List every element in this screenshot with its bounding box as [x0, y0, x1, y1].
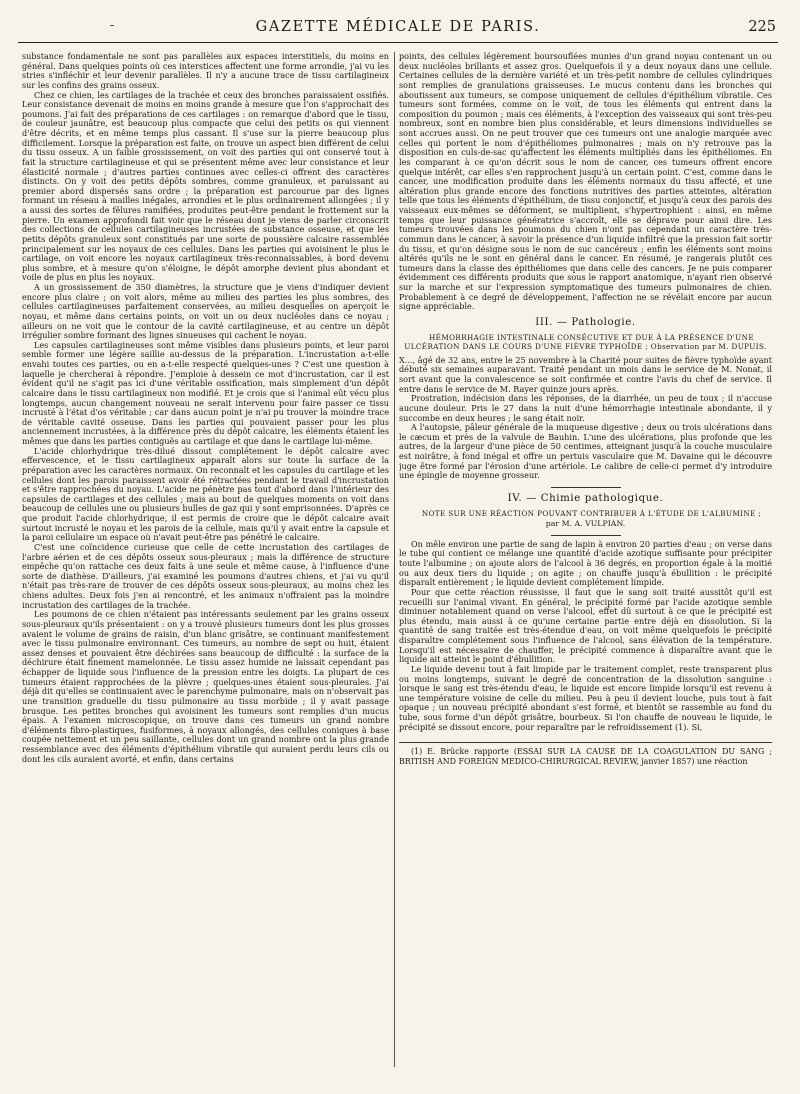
header-mark: -	[110, 18, 115, 32]
paragraph: Les capsules cartilagineuses sont même visibles dans plusieurs points, et leur paroi semble former une légère saillie au-dessus de la préparation. L'incrustation a-t-elle envahi toutes ces parties, ou en a-t-elle respecté quelques-unes ? C'est une question à laquelle je chercherai à répondre. J'emploie à dessein ce mot d'incrustation, car il est évident qu'il ne s'agit pas ici d'une véritable ossification, mais simplement d'un dépôt calcaire dans le tissu cartilagineux non modifié. Et je crois que si l'animal eût vécu plus longtemps, aucun changement nouveau ne serait intervenu pour faire passer ce tissu incrusté à l'état d'os véritable ; car dans aucun point je n'ai pu trouver la moindre trace de véritable cavité osseuse. Dans les parties qui pouvaient passer pour les plus anciennement incrustées, à la différence près du dépôt calcaire, les éléments étaient les mêmes que dans les parties contiguës au cartilage et que dans le cartilage lui-même.	[22, 339, 389, 446]
section-heading-chimie: IV. — Chimie pathologique.	[507, 492, 664, 504]
paragraph: Prostration, indécision dans les réponses, de la diarrhée, un peu de toux ; il n'accuse aucune douleur. Pris le 27 dans la nuit d'une hémorrhagie intestinale abondante, il y succombe en deux heures ; le sang était noir.	[399, 393, 772, 423]
paragraph: On mêle environ une partie de sang de lapin à environ 20 parties d'eau ; on verse dans le tube qui contient ce mélange une quantité d'acide azotique suffisante pour précipiter toute l'albumine ; on ajoute alors de l'alcool à 36 degrés, en proportion égale à la moitié ou aux deux tiers du liquide ; on agite ; on chauffe jusqu'à ébullition : le précipité disparaît entièrement ; le liquide devient complétement limpide.	[399, 538, 772, 588]
section-rule	[551, 487, 621, 488]
paragraph: L'acide chlorhydrique très-dilué dissout complétement le dépôt calcaire avec effervescence, et le tissu cartilagineux apparaît alors sur toute la surface de la préparation avec les caractères normaux. On reconnaît et les capsules du cartilage et les cellules dont les parois paraissent avoir été rétractées pendant le travail d'incrustation et s'être rapprochées du noyau. L'acide ne pénètre pas tout d'abord dans l'intérieur des capsules de cartilages et des cellules ; mais au bout de quelques moments on voit dans beaucoup de cellules une ou plusieurs bulles de gaz qui y sont emprisonnées. D'après ce que produit l'acide chlorhydrique, il est permis de croire que le dépôt calcaire avait surtout incrusté le noyau et les parois de la cellule, mais qu'il y avait entre la capsule et la paroi cellulaire un espace où n'avait peut-être pas pénétré le calcaire.	[22, 445, 389, 543]
page-header	[18, 16, 778, 43]
title-rule	[551, 535, 621, 536]
paragraph: substance fondamentale ne sont pas parallèles aux espaces interstitiels, du moins en général. Dans quelques points où ces interstices affectent une forme arrondie, j'ai vu les stries s'infléchir et leur devenir parallèles. Il n'y a aucune trace de tissu cartilagineux sur les confins des grains osseux.	[22, 52, 389, 90]
paragraph: Chez ce chien, les cartilages de la trachée et ceux des bronches paraissaient ossifiés. Leur consistance devenait de moins en moins grande à mesure que l'on s'approchait des poumons. J'ai fait des préparations de ces cartilages : on remarque d'abord que le tissu, de couleur jaunâtre, est beaucoup plus compacte que celui des petits os qui viennent d'être décrits, et en même temps plus cassant. Il s'use sur la pierre beaucoup plus difficilement. Lorsque la préparation est faite, on trouve un aspect bien différent de celui du tissu osseux. A un faible grossissement, on voit des parties qui ont conservé tout à fait la structure cartilagineuse et qui se présentent même avec leur consistance et leur élasticité normale ; d'autres parties continues avec celles-ci offrent des caractères distincts. On y voit des petits dépôts sombres, comme granuleux, et paraissant au premier abord dispersés sans ordre ; la préparation est parcourue par des lignes formant un réseau à mailles inégales, arrondies et le plus ordinairement allongées ; il y a aussi des sortes de fêlures ramifiées, produites peut-être pendant le frottement sur la pierre. Un examen approfondi fait voir que le réseau dont je viens de parler circonscrit des collections de cellules cartilagineuses incrustées de substance osseuse, et que les petits dépôts granuleux sont constitués par une sorte de poussière calcaire rassemblée principalement sur les noyaux de ces cellules. Dans les parties qui avoisinent le plus le cartilage, on voit encore les noyaux cartilagineux très-reconnaissables, à bord devenu plus sombre, et à mesure qu'on s'éloigne, le dépôt amorphe devient plus abondant et voile de plus en plus les noyaux.	[22, 89, 389, 283]
paragraph: points, des cellules légèrement boursouflées munies d'un grand noyau contenant un ou deux nucléoles brillants et assez gros. Quelquefois il y a deux noyaux dans une cellule. Certaines cellules de la dernière variété et un très-petit nombre de cellules cylindriques sont remplies de granulations graisseuses. Le mucus contenu dans les bronches qui aboutissent aux tumeurs, se compose uniquement de cellules d'épithélium vibratile. Ces tumeurs sont formées, comme on le voit, de tous les éléments qui entrent dans la composition du poumon ; mais ces éléments, à l'exception des vaisseaux qui sont très-peu nombreux, sont en nombre bien plus considérable, et leurs dimensions individuelles se sont accrues aussi. On ne peut trouver que ces tumeurs ont une analogie marquée avec celles qui portent le nom d'épithéliomes pulmonaires ; mais on n'y retrouve pas la disposition en culs-de-sac qu'affectent les éléments multipliés dans les épithéliomes. En les comparant à ce qu'on décrit sous le nom de cancer, ces tumeurs offrent encore quelque intérêt, car elles s'en rapprochent jusqu'à un certain point. C'est, comme dans le cancer, une modification produite dans les éléments normaux du tissu affecté, et une altération plus grande encore des fonctions nutritives des parties atteintes, altération telle que tous les éléments d'épithélium, de tissu conjonctif, et jusqu'à ceux des parois des vaisseaux eux-mêmes se déforment, se multiplient, s'hypertrophient : ainsi, en même temps que leur puissance génératrice s'accroît, elle se déprave pour ainsi dire. Les tumeurs trouvées dans les poumons du chien n'ont pas cependant un caractère très-commun dans le cancer, à savoir la présence d'un liquide infiltré que la pression fait sortir du tissu, et qu'on désigne sous le nom de suc cancéreux ; enfin les éléments sont moins altérés qu'ils ne le sont en général dans le cancer. En résumé, je rangerais plutôt ces tumeurs dans la classe des épithéliomes que dans celle des cancers. Je ne puis comparer évidemment ces différents produits que sous le rapport anatomique, n'ayant rien observé sur la marche et sur l'expression symptomatique des tumeurs pulmonaires de chien. Probablement à ce degré de développement, l'affection ne se révélait encore par aucun signe appréciable.	[399, 52, 772, 312]
footnote: (1) E. Brücke rapporte (ESSAI SUR LA CAUSE DE LA COAGULATION DU SANG ; BRITISH AND FOREIGN MEDICO-CHIRURGICAL REVIEW, janvier 1857) une réaction	[399, 747, 772, 766]
running-title: GAZETTE MÉDICALE DE PARIS.	[255, 19, 541, 35]
paragraph: Pour que cette réaction réussisse, il faut que le sang soit traité aussitôt qu'il est recueilli sur l'animal vivant. En général, le précipité formé par l'acide azotique semble diminuer notablement quand on verse l'alcool, effet dû surtout à ce que le précipité est plus étendu, mais aussi à ce qu'une certaine partie entre déjà en dissolution. Si la quantité de sang traitée est très-étendue d'eau, on voit même quelquefois le précipité disparaître complétement sous l'influence de l'alcool, sans élévation de la température. Lorsqu'il est nécessaire de chauffer, le précipité commence à disparaître avant que le liquide ait atteint le point d'ébullition.	[399, 586, 772, 665]
article-byline: par M. A. VULPIAN.	[545, 519, 626, 529]
left-column	[22, 52, 389, 1067]
article-title-hemorrhagie: HÉMORRHAGIE INTESTINALE CONSÉCUTIVE ET DUE À LA PRÉSENCE D'UNE ULCÉRATION DANS LE COURS D'UNE FIÈVRE TYPHOÏDE ; Observation par M. DUPUIS.	[404, 332, 767, 352]
paragraph: Les poumons de ce chien n'étaient pas intéressants seulement par les grains osseux sous-pleuraux qu'ils présentaient : on y a trouvé plusieurs tumeurs dont les plus grosses avaient le volume de grains de raisin, d'un blanc grisâtre, se continuant manifestement avec le tissu pulmonaire environnant. Ces tumeurs, au nombre de sept ou huit, étaient assez denses et pouvaient être déchirées sans beaucoup de difficulté : la surface de la déchirure était finement mamelonnée. Le tissu assez humide ne laissait cependant pas échapper de liquide sous l'influence de la pression entre les doigts. La plupart de ces tumeurs étaient rapprochées de la plèvre ; quelques-unes étaient sous-pleurales. J'ai déjà dit qu'elles se continuaient avec le parenchyme pulmonaire, mais on n'observait pas une transition graduelle du tissu pulmonaire au tissu morbide ; il y avait passage brusque. Les petites bronches qui avoisinent les tumeurs sont remplies d'un mucus épais. A l'examen microscopique, on trouve dans ces tumeurs un grand nombre d'éléments fibro-plastiques, fusiformes, à noyaux allongés, des cellules coniques à base coupée nettement et un peu saillante, cellules dont un grand nombre ont la plus grande ressemblance avec des éléments d'épithélium vibratile qui auraient perdu leurs cils ou dont les cils auraient avorté, et enfin, dans certains	[22, 609, 389, 764]
paragraph: X..., âgé de 32 ans, entre le 25 novembre à la Charité pour suites de fièvre typhoïde ayant débuté six semaines auparavant. Traité pendant un mois dans le service de M. Nonat, il sort avant que la convalescence se soit confirmée et contre l'avis du chef de service. Il entre dans le service de M. Rayer quinze jours après.	[399, 354, 772, 394]
section-heading-pathologie: III. — Pathologie.	[535, 316, 636, 328]
footnote-rule	[399, 742, 772, 743]
paragraph: A l'autopsie, pâleur générale de la muqueuse digestive ; deux ou trois ulcérations dans le cæcum et près de la valvule de Bauhin. L'une des ulcérations, plus profonde que les autres, de la largeur d'une pièce de 50 centimes, atteignant jusqu'à la couche musculaire est noirâtre, à fond inégal et offre un pertuis vasculaire que M. Davaine qui le découvre juge être formé par l'érosion d'une artériole. Le calibre de celle-ci permet d'y introduire une épingle de moyenne grosseur.	[399, 422, 772, 481]
right-column	[399, 52, 772, 1067]
paragraph: Le liquide devenu tout à fait limpide par le traitement complet, reste transparent plus ou moins longtemps, suivant le degré de concentration de la dissolution sanguine : lorsque le sang est très-étendu d'eau, le liquide est encore limpide lorsqu'il est revenu à une température voisine de celle du milieu. Peu à peu il devient louche, puis tout à fait opaque ; un nouveau précipité abondant s'est formé, et bientôt se rassemble au fond du tube, sous forme d'un dépôt grisâtre, bourbeux. Si l'on chauffe de nouveau le liquide, le précipité se dissout encore, pour reparaître par le refroidissement (1). Si,	[399, 663, 772, 732]
page-number: 225	[748, 19, 776, 35]
article-title-albumine: NOTE SUR UNE RÉACTION POUVANT CONTRIBUER À L'ÉTUDE DE L'ALBUMINE ;	[421, 508, 762, 518]
column-divider	[394, 52, 395, 1067]
paragraph: A un grossissement de 350 diamètres, la structure que je viens d'indiquer devient encore plus claire ; on voit alors, même au milieu des parties les plus sombres, des cellules cartilagineuses parfaitement conservées, au milieu desquelles on aperçoit le noyau, et même dans certains points, on voit un ou deux nucléoles dans ce noyau ; ailleurs on ne voit que le contour de la cavité cartilagineuse, et au centre un dépôt irrégulier sombre formant des lignes sinueuses qui cachent le noyau.	[22, 282, 389, 341]
paragraph: C'est une coïncidence curieuse que celle de cette incrustation des cartilages de l'arbre aérien et de ces dépôts osseux sous-pleuraux ; mais la différence de structure empêche qu'on rattache ces deux faits à une seule et même cause, à l'influence d'une sorte de diathèse. D'ailleurs, j'ai examiné les poumons d'autres chiens, et j'ai vu qu'il n'était pas très-rare de trouver de ces dépôts osseux sous-pleuraux, au moins chez les chiens adultes. Deux fois j'en ai rencontré, et les animaux n'offraient pas la moindre incrustation des cartilages de la trachée.	[22, 541, 389, 610]
